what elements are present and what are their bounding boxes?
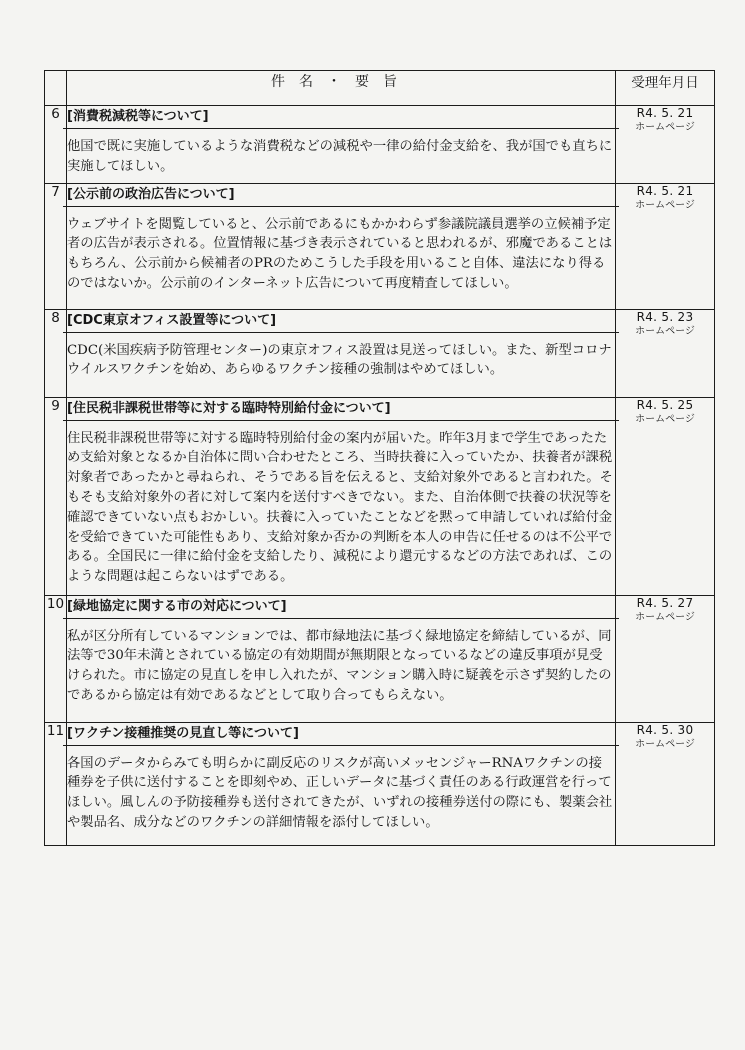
row-date-cell [616, 722, 715, 845]
row-date: R4. 5. 23 [636, 309, 694, 324]
table-row [45, 397, 715, 595]
row-summary: ウェブサイトを閲覧していると、公示前であるにもかかわらず参議院議員選挙の立候補予定者の広告が表示される。位置情報に基づき表示されていると思われるが、邪魔であることはもちろん、公示前から候補者のPRのためこうした手段を用いること自体、違法になり得るのではないか。公示前のインターネット広告について再度精査してほしい。 [67, 216, 613, 291]
table-row [45, 595, 715, 722]
row-number: 6 [45, 106, 67, 184]
row-content [67, 397, 616, 595]
row-date-cell [616, 183, 715, 309]
row-date-cell [616, 595, 715, 722]
row-subject: [ワクチン接種推奨の見直し等について] [63, 723, 619, 746]
table-header-row [45, 71, 715, 106]
table-row [45, 183, 715, 309]
row-content [67, 309, 616, 397]
row-method: ホームページ [635, 611, 695, 623]
row-subject: [住民税非課税世帯等に対する臨時特別給付金について] [63, 398, 619, 421]
row-date-cell [616, 309, 715, 397]
row-number: 8 [45, 309, 67, 397]
row-subject: [消費税減税等について] [63, 106, 619, 129]
row-summary: 各国のデータからみても明らかに副反応のリスクが高いメッセンジャーRNAワクチンの接種券を子供に送付することを即刻やめ、正しいデータに基づく責任のある行政運営を行ってほしい。風しんの予防接種券も送付されてきたが、いずれの接種券送付の際にも、製薬会社や製品名、成分などのワクチンの詳細情報を添付してほしい。 [67, 755, 613, 830]
header-date-cell: 受理年月日 [616, 71, 715, 106]
row-date-cell [616, 106, 715, 184]
row-date: R4. 5. 21 [636, 183, 694, 198]
row-content [67, 595, 616, 722]
row-summary: 住民税非課税世帯等に対する臨時特別給付金の案内が届いた。昨年3月まで学生であったため支給対象となるか自治体に問い合わせたところ、当時扶養に入っていたか、扶養者が課税対象者であったかと尋ねられ、そうである旨を伝えると、支給対象外であると言われた。そもそも支給対象外の者に対して案内を送付すべきでない。また、自治体側で扶養の状況等を確認できていない点もおかしい。扶養に入っていたことなどを黙って申請していれば給付金を受給できていた可能性もあり、支給対象か否かの判断を本人の申告に任せるのは不公平である。全国民に一律に給付金を支給したり、減税により還元するなどの方法であれば、このような問題は起こらないはずである。 [67, 430, 613, 585]
row-method: ホームページ [635, 325, 695, 337]
petition-table [44, 70, 715, 846]
row-date: R4. 5. 21 [636, 106, 694, 120]
row-date: R4. 5. 30 [636, 722, 694, 737]
table-row [45, 722, 715, 845]
row-content [67, 183, 616, 309]
header-subject-cell: 件名・要旨 [67, 71, 616, 106]
row-subject: [緑地協定に関する市の対応について] [63, 596, 619, 619]
header-number-cell [45, 71, 67, 106]
row-method: ホームページ [635, 199, 695, 211]
row-number: 9 [45, 397, 67, 595]
table-row [45, 106, 715, 184]
row-method: ホームページ [635, 413, 695, 425]
row-date: R4. 5. 25 [636, 397, 694, 412]
row-method: ホームページ [635, 122, 695, 133]
row-subject: [公示前の政治広告について] [63, 184, 619, 207]
row-content [67, 722, 616, 845]
row-date-cell [616, 397, 715, 595]
row-content [67, 106, 616, 184]
row-summary: 他国で既に実施しているような消費税などの減税や一律の給付金支給を、我が国でも直ちに実施してほしい。 [67, 139, 613, 174]
row-number: 10 [45, 595, 67, 722]
row-subject: [CDC東京オフィス設置等について] [63, 310, 619, 333]
row-number: 11 [45, 722, 67, 845]
row-number: 7 [45, 183, 67, 309]
row-method: ホームページ [635, 738, 695, 750]
row-summary: 私が区分所有しているマンションでは、都市緑地法に基づく緑地協定を締結しているが、同法等で30年未満とされている協定の有効期間が無期限となっているなどの違反事項が見受けられた。市に協定の見直しを申し入れたが、マンション購入時に疑義を示さず契約したのであるから協定は有効であるなどとして取り合ってもらえない。 [67, 628, 612, 703]
table-row [45, 309, 715, 397]
row-summary: CDC(米国疾病予防管理センター)の東京オフィス設置は見送ってほしい。また、新型コロナウイルスワクチンを始め、あらゆるワクチン接種の強制はやめてほしい。 [67, 342, 612, 378]
row-date: R4. 5. 27 [636, 595, 694, 610]
